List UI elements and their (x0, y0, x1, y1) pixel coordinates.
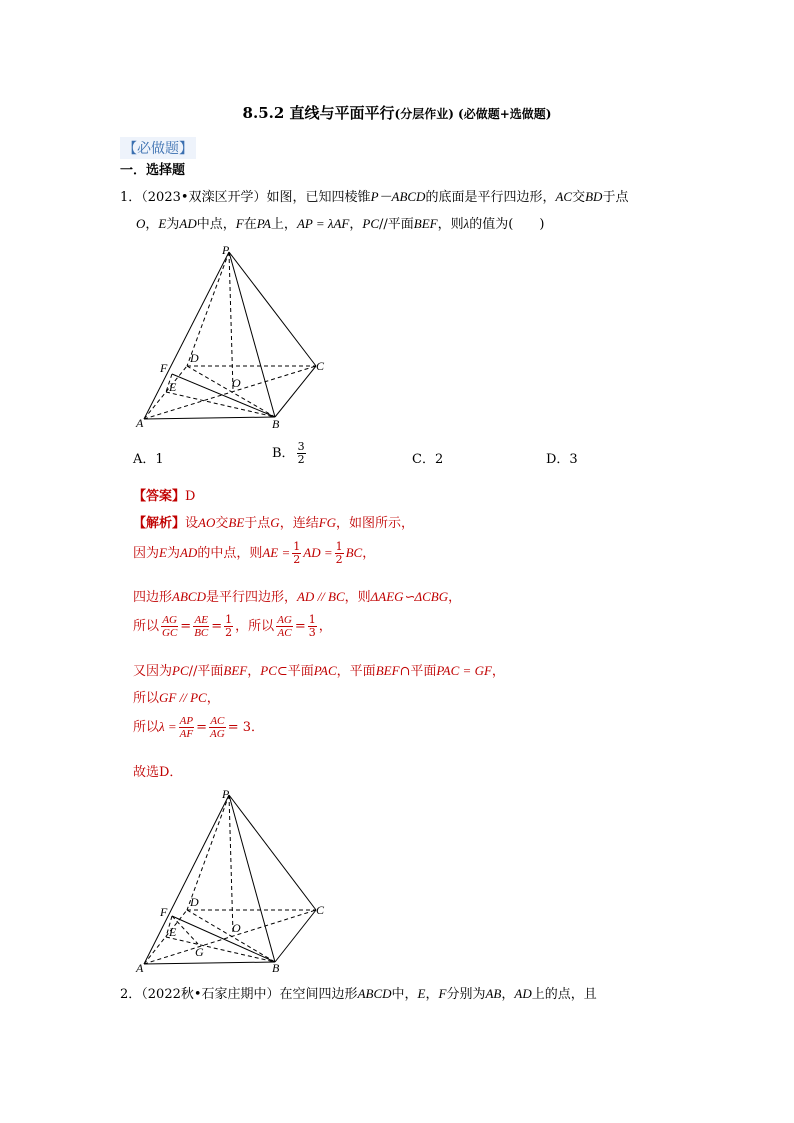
q1-number: 1． (120, 190, 142, 205)
analysis-label: 【解析】 (133, 516, 186, 531)
text: //平面 (379, 217, 414, 232)
math: P－ABCD (370, 189, 426, 204)
text: ， (362, 546, 376, 561)
edge-AB (144, 417, 275, 419)
math: ABCD (357, 986, 392, 1001)
text: 在 (243, 217, 257, 232)
math: PC (260, 663, 277, 678)
math: AD (179, 545, 198, 560)
option-b-label: B． (272, 446, 295, 461)
option-b-fraction (297, 441, 306, 466)
math: F (235, 216, 244, 231)
math: E (417, 986, 426, 1001)
text: 交 (572, 190, 586, 205)
text: ，连结 (279, 516, 319, 531)
num: AC (210, 715, 225, 727)
page-title (0, 102, 794, 123)
option-b (272, 441, 308, 466)
label-D: D (190, 351, 199, 365)
math: λ = (159, 719, 177, 734)
text: 是平行四边形， (205, 590, 297, 605)
num: 1 (293, 540, 301, 553)
text: = (211, 619, 223, 634)
text: ，所以 (235, 619, 275, 634)
pyramid-figure-1 (130, 240, 340, 435)
line-PO (229, 795, 233, 934)
den: 2 (225, 626, 233, 639)
math: ABCD (172, 589, 206, 604)
label-P: P (222, 787, 230, 801)
text: 所以 (133, 720, 160, 735)
den: AF (179, 728, 194, 740)
text: = (196, 720, 208, 735)
num: 3 (297, 440, 305, 453)
num: 1 (225, 613, 233, 626)
math: AC (555, 189, 573, 204)
label-P: P (222, 243, 230, 257)
text: 为 (166, 217, 180, 232)
text: 上的点，且 (531, 987, 597, 1002)
edge-PC (229, 252, 316, 366)
edge-PA (144, 252, 229, 419)
fraction (335, 541, 344, 566)
text: = (180, 619, 192, 634)
text: = 3 (227, 720, 251, 735)
math: GF // PC (159, 690, 207, 705)
text: 于点 (602, 190, 629, 205)
fraction (193, 614, 209, 639)
analysis-line3 (133, 586, 461, 605)
option-a: A．1 (133, 452, 164, 467)
line-PO (229, 252, 233, 390)
fraction (308, 614, 317, 639)
edge-PA (144, 795, 229, 964)
option-c: C．2 (412, 452, 444, 467)
text: 因为 (133, 546, 160, 561)
math: E (159, 545, 167, 560)
label-O: O (232, 921, 241, 935)
answer-label: 【答案】 (133, 489, 186, 504)
math: PC (172, 663, 189, 678)
fraction (276, 614, 293, 639)
q2-number: 2． (120, 987, 142, 1002)
edge-PB (229, 252, 275, 417)
answer-line (133, 485, 195, 504)
label-D: D (190, 895, 199, 909)
math: AD (514, 986, 532, 1001)
num: AG (277, 614, 292, 626)
edge-AB (144, 962, 275, 964)
num: 1 (308, 613, 316, 626)
text: 的底面是平行四边形， (425, 190, 556, 205)
q1-source: （2023•双滦区开学） (141, 190, 267, 205)
pyramid-figure-2 (130, 785, 340, 975)
text: ，如图所示， (336, 516, 415, 531)
math: AB (485, 986, 502, 1001)
answer-value: D (185, 489, 196, 504)
line-EB (166, 937, 275, 962)
text: ，平面 (336, 664, 376, 679)
text: ，则 (344, 590, 371, 605)
text: 又因为 (133, 664, 173, 679)
den: 3 (308, 626, 316, 639)
math: λ (463, 216, 470, 231)
label-C: C (316, 359, 325, 373)
math: BC (345, 545, 363, 560)
q1-line1 (120, 186, 628, 205)
edge-PC (229, 795, 316, 910)
den: AC (277, 627, 292, 639)
math: AE = (262, 545, 291, 560)
label-F: F (160, 905, 168, 919)
math: F (438, 986, 447, 1001)
analysis-line1 (133, 512, 414, 531)
q2-source: （2022秋•石家庄期中） (141, 987, 280, 1002)
label-E: E (169, 380, 177, 394)
text: = (294, 619, 306, 634)
line-FB (172, 916, 275, 962)
required-tag: 【必做题】 (120, 137, 196, 159)
math: AD = (303, 545, 333, 560)
math: BEF (223, 663, 248, 678)
den: GC (162, 627, 178, 639)
den: 2 (293, 553, 301, 566)
text: ， (425, 987, 439, 1002)
label-E: E (169, 925, 177, 939)
text: ， (247, 664, 261, 679)
fraction (292, 541, 301, 566)
label-O: O (232, 376, 241, 390)
analysis-line8: 故选D． (133, 765, 183, 780)
text: ， (318, 619, 332, 634)
math: BEF (413, 216, 438, 231)
text: 的中点，则 (197, 546, 263, 561)
label-A: A (136, 961, 144, 975)
math: O (136, 216, 146, 231)
num: AE (194, 614, 208, 626)
math: G (270, 515, 280, 530)
text: 设 (185, 516, 199, 531)
edge-PD (187, 795, 229, 910)
text: 上， (270, 217, 297, 232)
math: BEF (375, 663, 400, 678)
analysis-line2 (133, 541, 375, 566)
text: 在空间四边形 (279, 987, 358, 1002)
analysis-line7 (133, 715, 264, 740)
label-G: G (195, 945, 204, 959)
text: ， (501, 987, 515, 1002)
fraction (179, 715, 194, 740)
analysis-line4 (133, 614, 332, 639)
text: ⊂平面 (276, 664, 314, 679)
math: AO (198, 515, 216, 530)
diag-DB (187, 366, 275, 417)
math: E (158, 216, 167, 231)
den: 2 (335, 553, 343, 566)
q2-line1 (120, 983, 597, 1002)
den: AG (210, 728, 225, 740)
line-FB (172, 374, 275, 417)
math: PAC (313, 663, 337, 678)
text: 为 (166, 546, 180, 561)
math: PAC = GF (436, 663, 492, 678)
text: 于点 (244, 516, 271, 531)
math: BE (228, 515, 245, 530)
section-heading: 一．选择题 (120, 163, 186, 178)
text: ， (448, 590, 462, 605)
label-B: B (272, 961, 280, 975)
text: 所以 (133, 619, 160, 634)
text: 交 (215, 516, 229, 531)
num: AP (179, 715, 194, 727)
text: ∩平面 (399, 664, 437, 679)
edge-BC (275, 910, 316, 962)
fraction (161, 614, 178, 639)
math: FG (318, 515, 337, 530)
math: ΔAEG∽ΔCBG (370, 589, 449, 604)
label-A: A (136, 416, 144, 430)
math: AP = λAF (296, 216, 350, 231)
text: ， (206, 691, 220, 706)
text: ，则 (437, 217, 464, 232)
label-C: C (316, 903, 325, 917)
math: AD (179, 216, 197, 231)
text: ， (349, 217, 363, 232)
text: ． (251, 720, 265, 735)
math: AD // BC (296, 589, 345, 604)
text: ， (145, 217, 159, 232)
edge-BC (275, 366, 316, 417)
text: ， (491, 664, 505, 679)
text: //平面 (188, 664, 224, 679)
num: 1 (335, 540, 343, 553)
title-main: 8.5.2 直线与平面平行 (242, 104, 395, 122)
text: 的值为( ) (469, 217, 545, 232)
text: 四边形 (133, 590, 173, 605)
num: AG (162, 614, 177, 626)
text: 所以 (133, 691, 160, 706)
den: BC (194, 627, 209, 639)
fraction (209, 715, 226, 740)
title-sub: (分层作业) (必做题+选做题) (394, 107, 552, 121)
analysis-line6 (133, 687, 220, 706)
label-F: F (160, 361, 168, 375)
label-B: B (272, 417, 280, 431)
edge-PB (229, 795, 275, 962)
den: 2 (297, 453, 305, 466)
fraction (224, 614, 233, 639)
math: BD (585, 189, 603, 204)
edge-PD (187, 252, 229, 366)
text: 分别为 (446, 987, 486, 1002)
math: PC (362, 216, 380, 231)
text: 如图，已知四棱锥 (266, 190, 371, 205)
q1-line2 (136, 213, 544, 232)
text: 中， (391, 987, 418, 1002)
analysis-line5 (133, 660, 505, 679)
option-d: D．3 (546, 452, 578, 467)
text: 中点， (196, 217, 236, 232)
math: PA (256, 216, 271, 231)
